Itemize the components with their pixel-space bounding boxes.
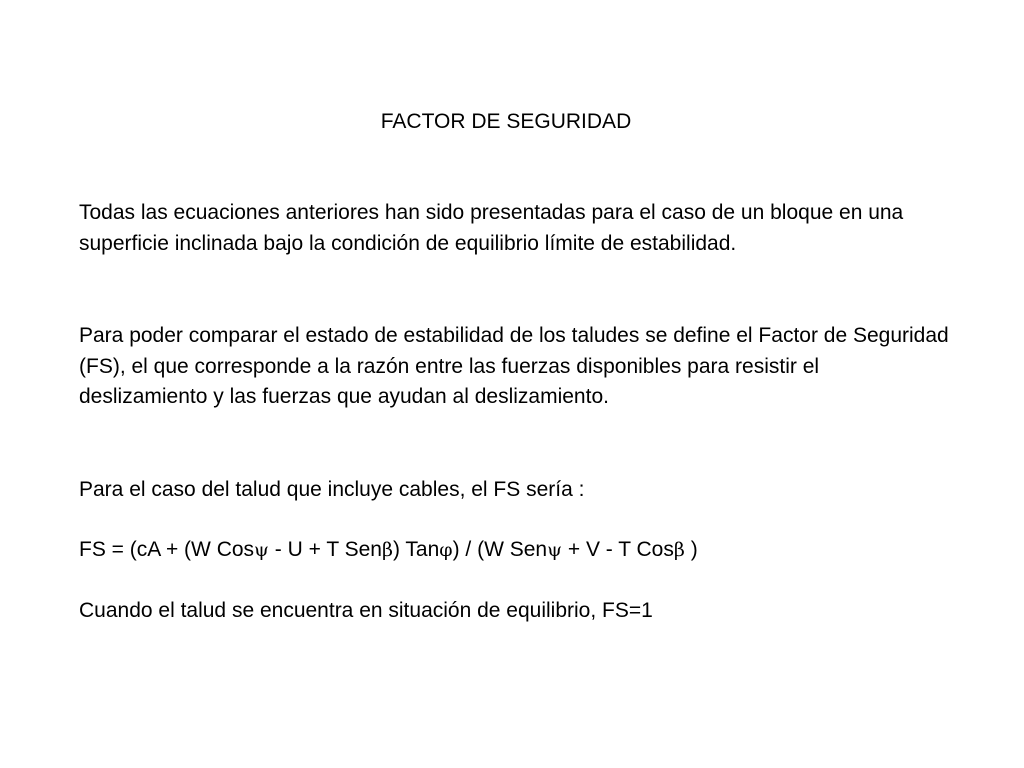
intro-paragraph: Todas las ecuaciones anteriores han sido presentadas para el caso de un bloque en una superficie inclinada bajo la condición de equilibrio límite de estabilidad.	[79, 201, 904, 255]
beta-symbol: β	[673, 539, 685, 561]
formula-text-1: FS = (cA + (W Cos	[79, 538, 255, 561]
psi-symbol: ψ	[547, 539, 563, 561]
cables-case-paragraph: Para el caso del talud que incluye cables, el FS sería :	[79, 478, 585, 501]
psi-symbol: ψ	[254, 539, 269, 561]
phi-symbol: φ	[439, 539, 453, 561]
slide-title: FACTOR DE SEGURIDAD	[380, 110, 632, 133]
formula-text-4: ) / (W Sen	[452, 538, 548, 561]
beta-symbol: β	[381, 539, 393, 561]
formula-text-2: - U + T Sen	[268, 538, 382, 561]
equilibrium-paragraph: Cuando el talud se encuentra en situación de equilibrio, FS=1	[79, 599, 653, 622]
definition-paragraph: Para poder comparar el estado de estabilidad de los taludes se define el Factor de Seguridad (FS), el que corresponde a la razón entre las fuerzas disponibles para resistir el deslizamiento y las fuerzas que ayudan al deslizamiento.	[79, 324, 949, 408]
formula-text-5: + V - T Cos	[562, 538, 674, 561]
formula-text-3: ) Tan	[392, 538, 440, 561]
formula-text-6: )	[684, 538, 698, 561]
safety-factor-formula	[79, 535, 949, 566]
